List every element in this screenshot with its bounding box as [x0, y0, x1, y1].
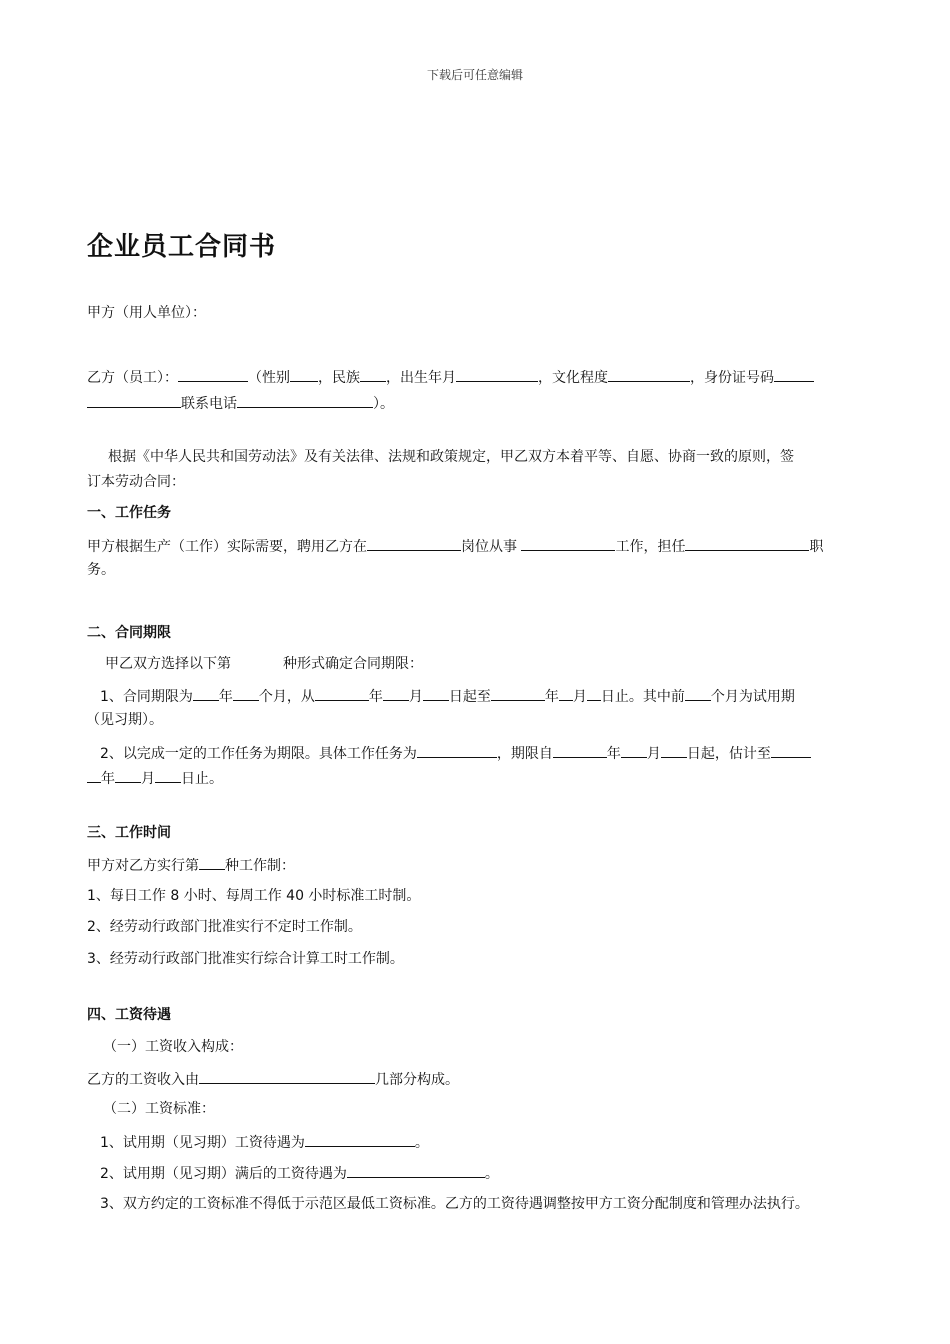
- o2-month: 月: [646, 746, 661, 762]
- probation-pay-blank[interactable]: [305, 1131, 415, 1147]
- party-b-label: 乙方（员工）：: [87, 370, 178, 386]
- years-blank[interactable]: [193, 685, 219, 701]
- o2-end-year-blank-1[interactable]: [771, 742, 811, 758]
- o1-from: 日起至: [448, 689, 491, 705]
- section-4-heading: 四、工资待遇: [87, 1007, 171, 1023]
- work-blank[interactable]: [521, 535, 615, 551]
- months-blank[interactable]: [233, 685, 259, 701]
- o2-d: 日止。: [181, 771, 223, 787]
- o2-end-month-blank[interactable]: [115, 767, 141, 783]
- s3-item-1: 1、每日工作 8 小时、每周工作 40 小时标准工时制。: [87, 888, 421, 904]
- o1-stop: 日止。其中前: [600, 689, 685, 705]
- s2-option-2: [100, 742, 811, 764]
- s4-i2: 2、试用期（见习期）满后的工资待遇为: [100, 1166, 347, 1182]
- probation-blank[interactable]: [685, 685, 711, 701]
- s4-sub-1: （一）工资收入构成：: [103, 1039, 243, 1055]
- composition-blank[interactable]: [199, 1068, 375, 1084]
- name-blank[interactable]: [178, 366, 248, 382]
- birth-blank[interactable]: [456, 366, 538, 382]
- s3-intro: [87, 854, 295, 876]
- comp-a: 乙方的工资收入由: [87, 1072, 199, 1088]
- o2-a: 2、以完成一定的工作任务为期限。具体工作任务为: [100, 746, 417, 762]
- party-a-line: 甲方（用人单位）：: [87, 305, 206, 321]
- end-year-blank[interactable]: [491, 685, 545, 701]
- header-note: 下载后可任意编辑: [426, 68, 523, 82]
- start-year-blank[interactable]: [315, 685, 369, 701]
- education-label: ，文化程度: [538, 370, 608, 386]
- s4-composition: [87, 1068, 459, 1090]
- s1-c: 工作，担任: [615, 539, 686, 555]
- o2-end-day-blank[interactable]: [155, 767, 181, 783]
- start-day-blank[interactable]: [423, 685, 449, 701]
- s1-a: 甲方根据生产（工作）实际需要，聘用乙方在: [87, 539, 367, 555]
- section-1-heading: 一、工作任务: [87, 505, 171, 521]
- phone-label: 联系电话: [181, 396, 237, 412]
- id-label: ，身份证号码: [690, 370, 774, 386]
- section-2-heading: 二、合同期限: [87, 625, 171, 641]
- task-blank[interactable]: [417, 742, 497, 758]
- s1-line-2: 务。: [87, 562, 115, 578]
- id-blank-2[interactable]: [87, 392, 181, 408]
- o1-months: 个月，从: [258, 689, 315, 705]
- gender-label: （性别: [248, 370, 290, 386]
- o2-start-month-blank[interactable]: [621, 742, 647, 758]
- s4-sub-2: （二）工资标准：: [103, 1101, 215, 1117]
- o2-month2: 月: [141, 771, 155, 787]
- o2-c: 日起，估计至: [686, 746, 771, 762]
- party-b-end: ）。: [373, 396, 394, 412]
- document-title: 企业员工合同书: [87, 232, 277, 262]
- s1-d: 职: [809, 539, 824, 555]
- s3-item-2: 2、经劳动行政部门批准实行不定时工作制。: [87, 919, 362, 935]
- preamble-line-2: 订本劳动合同：: [87, 474, 185, 490]
- s3-item-3: 3、经劳动行政部门批准实行综合计算工时工作制。: [87, 951, 404, 967]
- o1-month: 月: [408, 689, 423, 705]
- s2-intro: [105, 654, 423, 674]
- regular-pay-blank[interactable]: [347, 1162, 485, 1178]
- birth-label: ，出生年月: [386, 370, 456, 386]
- o2-year2: 年: [101, 771, 115, 787]
- o1-month2: 月: [572, 689, 587, 705]
- start-month-blank[interactable]: [383, 685, 409, 701]
- gender-blank[interactable]: [290, 366, 318, 382]
- s4-item-2: [100, 1162, 499, 1184]
- o2-start-day-blank[interactable]: [661, 742, 687, 758]
- position-blank[interactable]: [367, 535, 461, 551]
- o1-a: 1、合同期限为: [100, 689, 193, 705]
- s2-option-1: [100, 685, 795, 707]
- end-month-blank[interactable]: [559, 685, 573, 701]
- o1-year: 年: [218, 689, 233, 705]
- phone-blank[interactable]: [237, 392, 373, 408]
- s1-line-1: [87, 535, 823, 557]
- id-blank-1[interactable]: [774, 366, 814, 382]
- party-b-line-2: [87, 392, 394, 414]
- s4-i2-period: 。: [484, 1166, 499, 1182]
- o1-year2: 年: [368, 689, 383, 705]
- o2-b: ，期限自: [496, 746, 553, 762]
- s4-item-1: [100, 1131, 429, 1153]
- o1-probation: 个月为试用期: [710, 689, 795, 705]
- o2-start-year-blank[interactable]: [553, 742, 607, 758]
- comp-b: 几部分构成。: [375, 1072, 459, 1088]
- party-b-line-1: [87, 366, 814, 388]
- s4-item-3: 3、双方约定的工资标准不得低于示范区最低工资标准。乙方的工资待遇调整按甲方工资分配制度和管理办法执行。: [100, 1196, 809, 1212]
- s2-option-2-cont: [87, 767, 223, 789]
- s4-i1-period: 。: [414, 1135, 429, 1151]
- o2-end-year-blank-2[interactable]: [87, 767, 101, 783]
- title-blank[interactable]: [685, 535, 809, 551]
- s1-b: 岗位从事: [461, 539, 517, 555]
- s2-intro-b: 种形式确定合同期限：: [283, 656, 423, 672]
- s3-intro-b: 种工作制：: [225, 858, 295, 874]
- s2-intro-a: 甲乙双方选择以下第: [105, 656, 231, 672]
- education-blank[interactable]: [608, 366, 690, 382]
- end-day-blank[interactable]: [587, 685, 601, 701]
- section-3-heading: 三、工作时间: [87, 825, 171, 841]
- preamble-line-1: 根据《中华人民共和国劳动法》及有关法律、法规和政策规定，甲乙双方本着平等、自愿、协商一致的原则，签: [108, 449, 794, 465]
- o2-year: 年: [606, 746, 621, 762]
- s2-option-1-cont: （见习期）。: [86, 712, 163, 728]
- s3-intro-a: 甲方对乙方实行第: [87, 858, 199, 874]
- s4-i1: 1、试用期（见习期）工资待遇为: [100, 1135, 305, 1151]
- o1-year3: 年: [544, 689, 559, 705]
- ethnicity-blank[interactable]: [360, 366, 386, 382]
- work-system-blank[interactable]: [199, 854, 225, 870]
- ethnicity-label: ，民族: [318, 370, 360, 386]
